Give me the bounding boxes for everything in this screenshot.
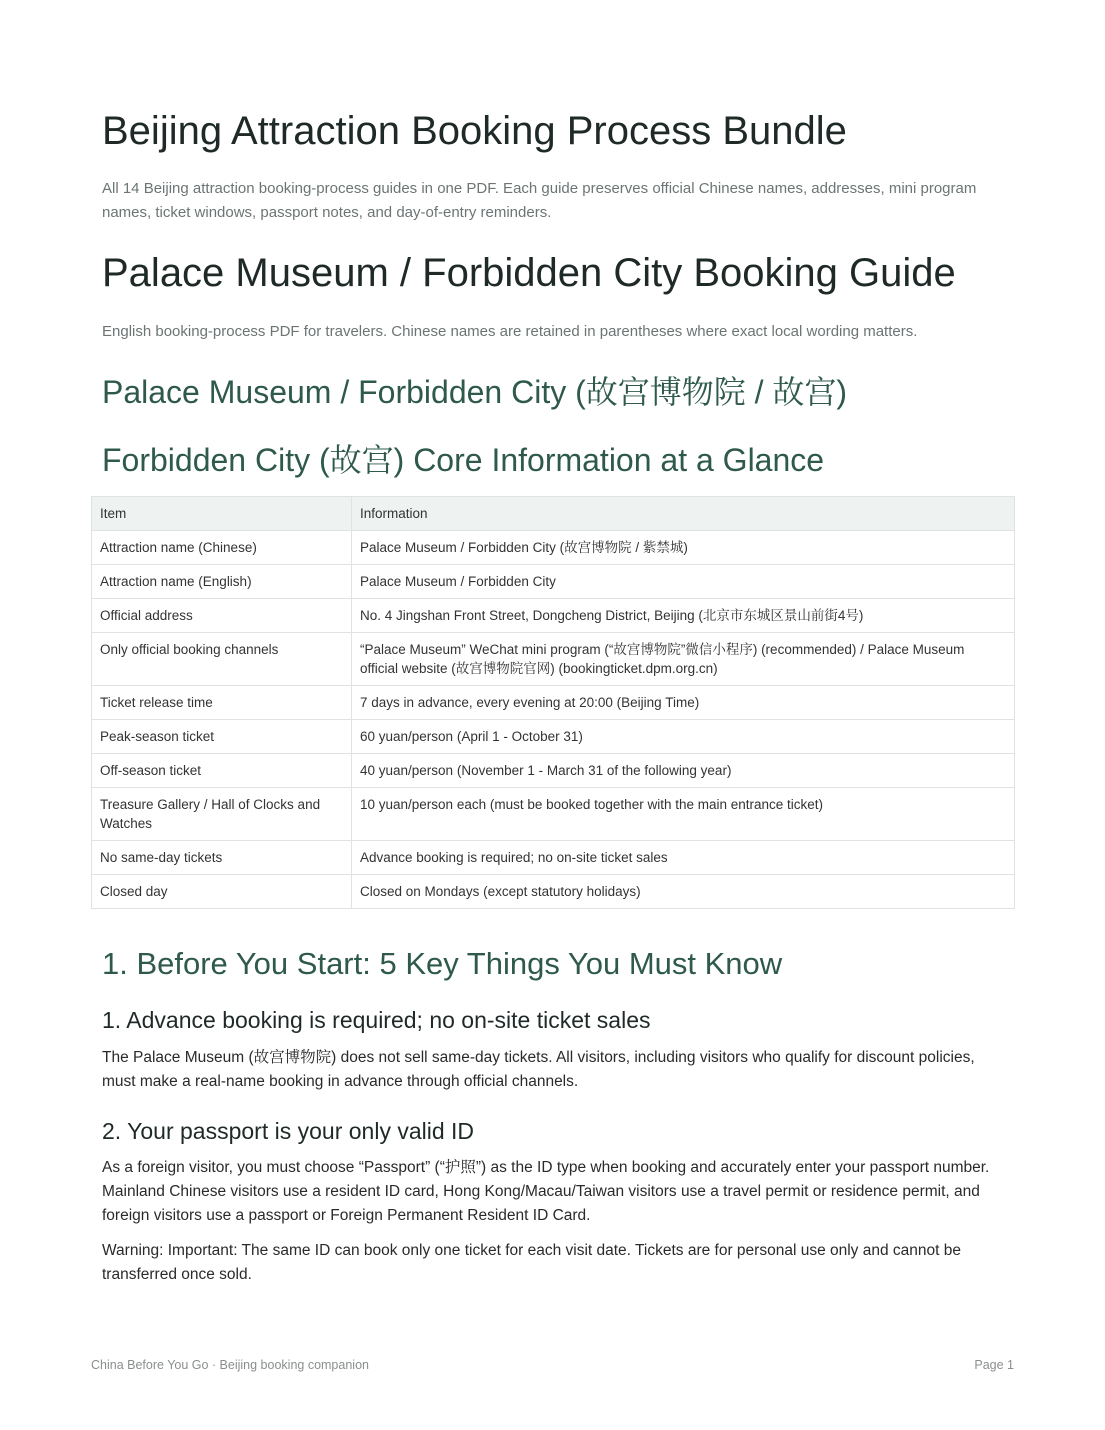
table-row bbox=[92, 633, 1015, 686]
section1-item1-heading: 1. Advance booking is required; no on-site ticket sales bbox=[102, 1007, 651, 1033]
core-info-table bbox=[91, 496, 1015, 909]
table-row bbox=[92, 599, 1015, 633]
table-cell-information: 40 yuan/person (November 1 - March 31 of the following year) bbox=[352, 754, 1015, 788]
table-cell-item: Official address bbox=[92, 599, 352, 633]
table-cell-item: Attraction name (English) bbox=[92, 565, 352, 599]
section1-item1-text: The Palace Museum (故宫博物院) does not sell same-day tickets. All visitors, including visitors who qualify for discount policies, must make a real-name booking in advance through official channels. bbox=[102, 1049, 975, 1090]
bundle-title: Beijing Attraction Booking Process Bundle bbox=[102, 109, 847, 153]
table-cell-item: Ticket release time bbox=[92, 686, 352, 720]
table-cell-information: “Palace Museum” WeChat mini program (“故宫博物院”微信小程序) (recommended) / Palace Museum official website (故宫博物院官网) (bookingticket.dpm.org.cn) bbox=[352, 633, 1015, 686]
page-number: Page 1 bbox=[974, 1358, 1014, 1372]
table-cell-item: Treasure Gallery / Hall of Clocks and Watches bbox=[92, 788, 352, 841]
attraction-heading: Palace Museum / Forbidden City (故宫博物院 / 故宫) bbox=[102, 374, 848, 410]
section1-item2-text: As a foreign visitor, you must choose “Passport” (“护照”) as the ID type when booking and accurately enter your passport number. Mainland Chinese visitors use a resident ID card, Hong Kong/Macau/Taiwan visitors use a travel permit or residence permit, and foreign visitors use a passport or Foreign Permanent Resident ID Card. bbox=[102, 1159, 990, 1224]
table-row bbox=[92, 686, 1015, 720]
table-cell-item: Only official booking channels bbox=[92, 633, 352, 686]
core-info-heading: Forbidden City (故宫) Core Information at a Glance bbox=[102, 442, 825, 478]
table-header-information: Information bbox=[352, 497, 1015, 531]
table-cell-item: Closed day bbox=[92, 875, 352, 909]
warning-text: Warning: Important: The same ID can book only one ticket for each visit date. Tickets are for personal use only and cannot be transferred once sold. bbox=[102, 1242, 961, 1283]
table-row bbox=[92, 788, 1015, 841]
footer-left-text: China Before You Go · Beijing booking companion bbox=[91, 1358, 369, 1372]
table-cell-information: Closed on Mondays (except statutory holidays) bbox=[352, 875, 1015, 909]
table-row bbox=[92, 565, 1015, 599]
table-row bbox=[92, 875, 1015, 909]
table-row bbox=[92, 754, 1015, 788]
table-cell-item: No same-day tickets bbox=[92, 841, 352, 875]
table-cell-information: No. 4 Jingshan Front Street, Dongcheng District, Beijing (北京市东城区景山前街4号) bbox=[352, 599, 1015, 633]
table-cell-information: 10 yuan/person each (must be booked together with the main entrance ticket) bbox=[352, 788, 1015, 841]
section1-item2-heading: 2. Your passport is your only valid ID bbox=[102, 1118, 475, 1144]
table-cell-item: Peak-season ticket bbox=[92, 720, 352, 754]
table-row bbox=[92, 720, 1015, 754]
table-cell-item: Attraction name (Chinese) bbox=[92, 531, 352, 565]
table-row bbox=[92, 531, 1015, 565]
table-header-row bbox=[92, 497, 1015, 531]
table-cell-information: Palace Museum / Forbidden City (故宫博物院 / 紫禁城) bbox=[352, 531, 1015, 565]
bundle-intro: All 14 Beijing attraction booking-process guides in one PDF. Each guide preserves official Chinese names, addresses, mini program names, ticket windows, passport notes, and day-of-entry reminders. bbox=[102, 180, 977, 221]
table-cell-item: Off-season ticket bbox=[92, 754, 352, 788]
table-header-item: Item bbox=[92, 497, 352, 531]
table-cell-information: Palace Museum / Forbidden City bbox=[352, 565, 1015, 599]
table-cell-information: 60 yuan/person (April 1 - October 31) bbox=[352, 720, 1015, 754]
table-cell-information: Advance booking is required; no on-site ticket sales bbox=[352, 841, 1015, 875]
guide-title: Palace Museum / Forbidden City Booking Guide bbox=[102, 251, 956, 295]
table-cell-information: 7 days in advance, every evening at 20:00 (Beijing Time) bbox=[352, 686, 1015, 720]
guide-intro: English booking-process PDF for travelers. Chinese names are retained in parentheses where exact local wording matters. bbox=[102, 323, 918, 340]
section1-heading: 1. Before You Start: 5 Key Things You Must Know bbox=[102, 946, 783, 981]
table-row bbox=[92, 841, 1015, 875]
